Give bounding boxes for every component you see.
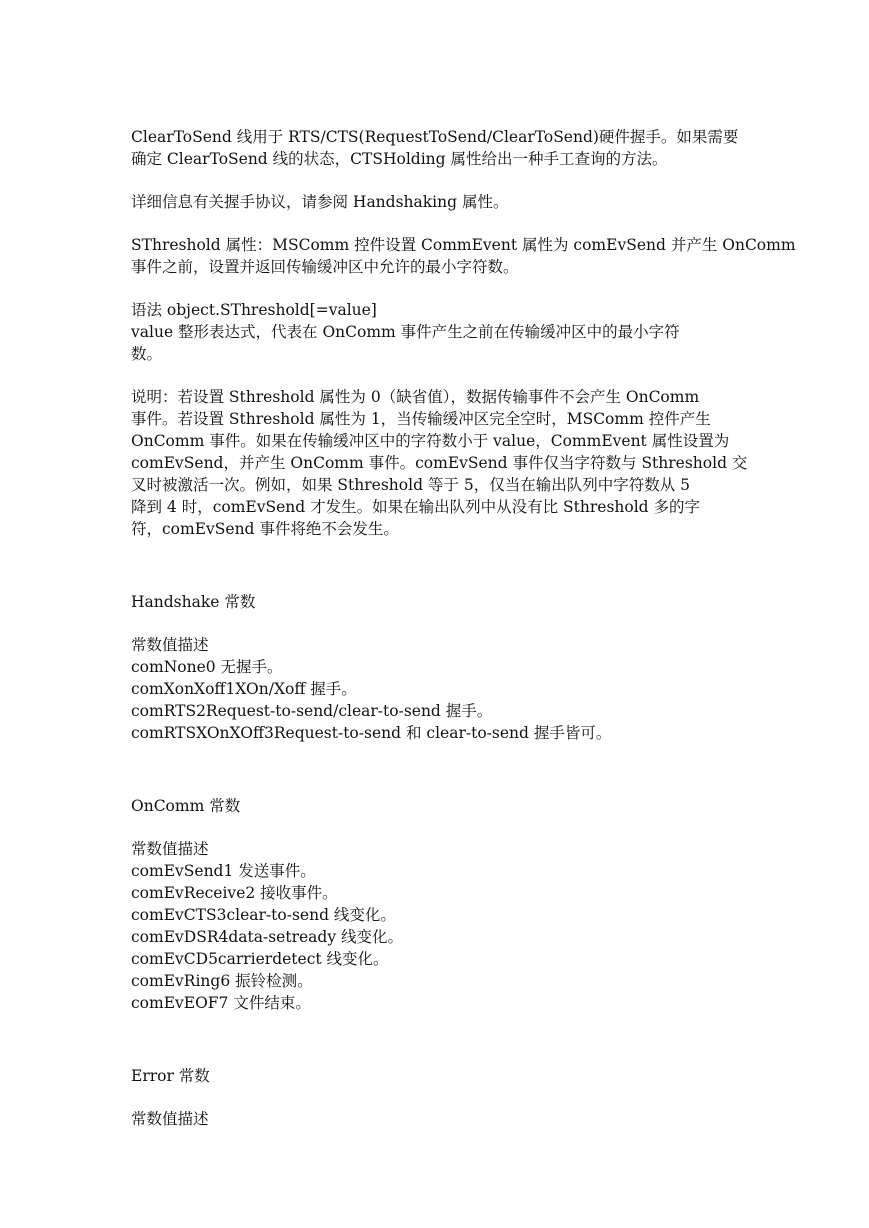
text-line: 数。 bbox=[131, 345, 163, 363]
text-line: 说明：若设置 Sthreshold 属性为 0（缺省值），数据传输事件不会产生 OnComm bbox=[131, 388, 700, 406]
text-line: 符，comEvSend 事件将绝不会发生。 bbox=[131, 520, 399, 538]
list-item: comRTSXOnXOff3Request-to-send 和 clear-to-send 握手皆可。 bbox=[131, 724, 612, 742]
oncomm-constants-list bbox=[131, 838, 741, 1014]
text-line: 语法 object.SThreshold[=value] bbox=[131, 301, 377, 319]
spacer bbox=[131, 1035, 741, 1065]
list-item: comEvCD5carrierdetect 线变化。 bbox=[131, 950, 389, 968]
list-item: comEvReceive2 接收事件。 bbox=[131, 884, 338, 902]
paragraph-handshaking-ref bbox=[131, 191, 741, 213]
text-line: 事件。若设置 Sthreshold 属性为 1，当传输缓冲区完全空时，MSComm 控件产生 bbox=[131, 410, 711, 428]
spacer bbox=[131, 561, 741, 591]
list-item: comNone0 无握手。 bbox=[131, 658, 283, 676]
text-line: SThreshold 属性：MSComm 控件设置 CommEvent 属性为 comEvSend 并产生 OnComm bbox=[131, 236, 796, 254]
list-item: comEvSend1 发送事件。 bbox=[131, 862, 316, 880]
text-line: 降到 4 时，comEvSend 才发生。如果在输出队列中从没有比 Sthreshold 多的字 bbox=[131, 498, 701, 516]
paragraph-sthreshold bbox=[131, 234, 796, 278]
error-constants-list bbox=[131, 1108, 741, 1130]
text-line: value 整形表达式，代表在 OnComm 事件产生之前在传输缓冲区中的最小字符 bbox=[131, 323, 680, 341]
text-line: OnComm 事件。如果在传输缓冲区中的字符数小于 value，CommEvent 属性设置为 bbox=[131, 432, 730, 450]
error-section-title: Error 常数 bbox=[131, 1067, 210, 1085]
text-line: 确定 ClearToSend 线的状态，CTSHolding 属性给出一种手工查询的方法。 bbox=[131, 150, 668, 168]
table-header: 常数值描述 bbox=[131, 1110, 209, 1128]
document-body bbox=[131, 126, 796, 1151]
list-item: comXonXoff1XOn/Xoff 握手。 bbox=[131, 680, 357, 698]
text-line: ClearToSend 线用于 RTS/CTS(RequestToSend/ClearToSend)硬件握手。如果需要 bbox=[131, 128, 739, 146]
text-line: 详细信息有关握手协议，请参阅 Handshaking 属性。 bbox=[131, 193, 509, 211]
list-item: comEvRing6 振铃检测。 bbox=[131, 972, 313, 990]
text-line: comEvSend，并产生 OnComm 事件。comEvSend 事件仅当字符数与 Sthreshold 交 bbox=[131, 454, 748, 472]
paragraph-remarks bbox=[131, 386, 748, 540]
oncomm-section-title: OnComm 常数 bbox=[131, 797, 241, 815]
text-line: 叉时被激活一次。例如，如果 Sthreshold 等于 5，仅当在输出队列中字符数从 5 bbox=[131, 476, 690, 494]
list-item: comRTS2Request-to-send/clear-to-send 握手。 bbox=[131, 702, 493, 720]
table-header: 常数值描述 bbox=[131, 636, 209, 654]
paragraph-cleartosend bbox=[131, 126, 741, 170]
spacer bbox=[131, 765, 741, 795]
list-item: comEvCTS3clear-to-send 线变化。 bbox=[131, 906, 396, 924]
list-item: comEvDSR4data-setready 线变化。 bbox=[131, 928, 404, 946]
handshake-constants-list bbox=[131, 634, 741, 744]
handshake-section-title: Handshake 常数 bbox=[131, 593, 256, 611]
text-line: 事件之前，设置并返回传输缓冲区中允许的最小字符数。 bbox=[131, 258, 519, 276]
table-header: 常数值描述 bbox=[131, 840, 209, 858]
paragraph-syntax bbox=[131, 299, 741, 365]
list-item: comEvEOF7 文件结束。 bbox=[131, 994, 311, 1012]
